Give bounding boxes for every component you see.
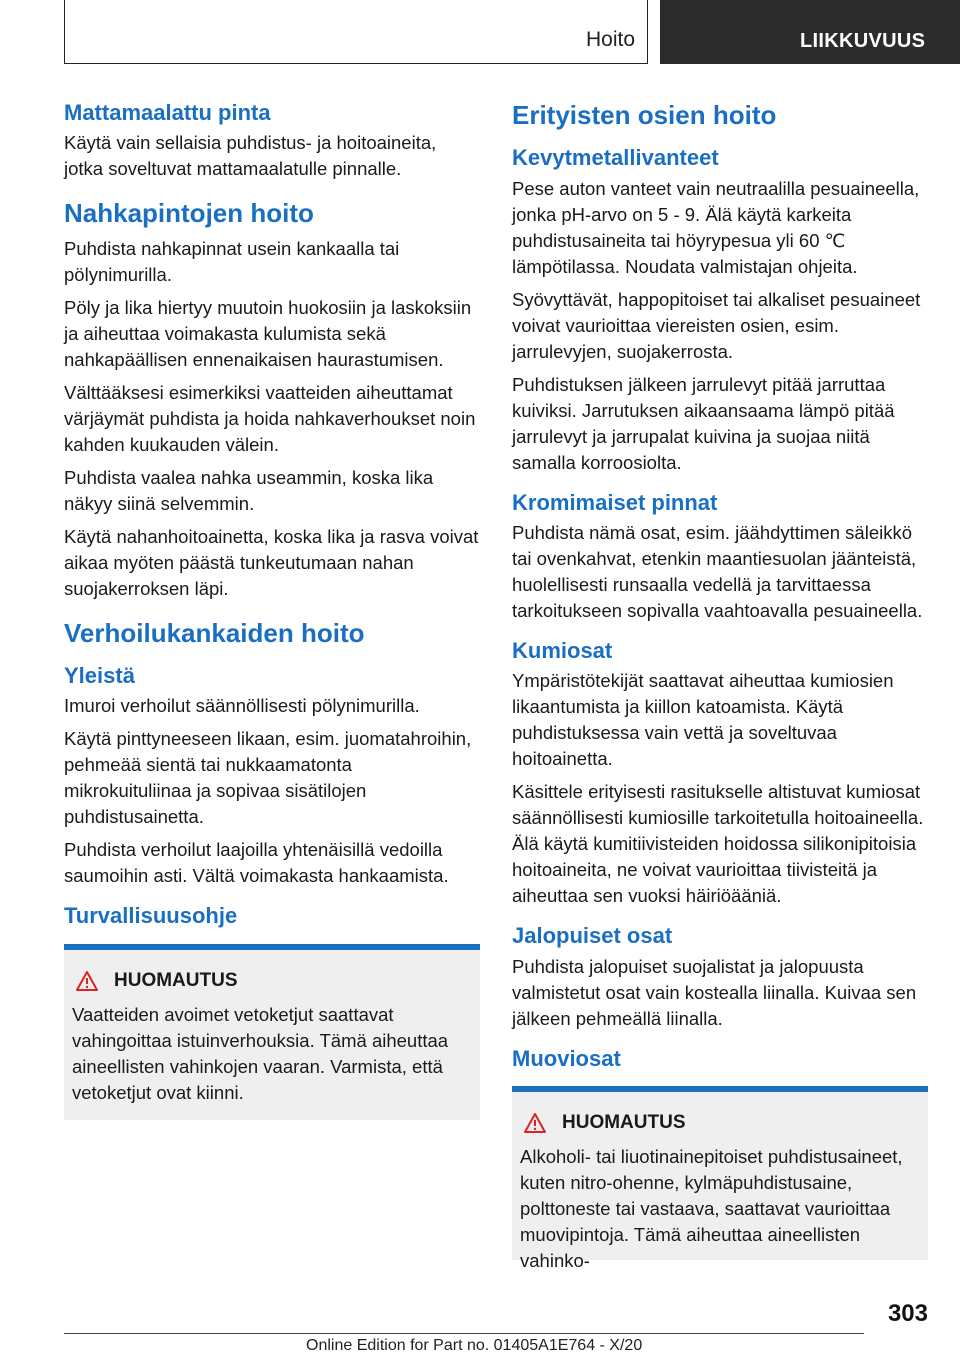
header-section-title: Hoito xyxy=(585,28,635,51)
right-column xyxy=(512,100,928,1272)
general-paragraph-2: Käytä pinttyneeseen likaan, esim. juomatahroihin, pehmeää sientä tai nukkaamatonta mikrokuituliinaa ja sopivaa sisätilojen puhdistusainetta. xyxy=(64,728,472,828)
general-paragraph-1: Imuroi verhoilut säännöllisesti pölynimurilla. xyxy=(64,695,420,717)
left-column xyxy=(64,100,480,1120)
notice-title xyxy=(520,1112,920,1134)
alloy-paragraph-3: Puhdistuksen jälkeen jarrulevyt pitää jarruttaa kuiviksi. Jarrutuksen aikaansaama lämpö pitää jarrulevyt ja jarrupalat kuivina ja suojaa niitä samalla korroosiolta. xyxy=(512,373,895,473)
notice-box-zippers xyxy=(64,944,480,1120)
alloy-paragraph-1: Pese auton vanteet vain neutraalilla pesuaineella, jonka pH-arvo on 5 - 9. Älä käytä karkeita puhdistusaineita tai höyrypesua yli 60 ℃ lämpötilassa. Noudata valmistajan ohjeita. xyxy=(512,177,920,277)
rubber-paragraph-1: Ympäristötekijät saattavat aiheuttaa kumiosien likaantumista ja kiillon katoamista. Käytä puhdistuksessa vain vettä ja soveltuvaa hoitoainetta. xyxy=(512,670,894,770)
notice-text: Vaatteiden avoimet vetoketjut saattavat vahingoittaa istuinverhouksia. Tämä aiheuttaa aineellisten vahinkojen vaaran. Varmista, että vetoketjut ovat kiinni. xyxy=(72,1003,449,1103)
general-heading: Yleistä xyxy=(64,662,135,688)
special-parts-heading: Erityisten osien hoito xyxy=(512,100,777,130)
notice-text: Alkoholi- tai liuotinainepitoiset puhdistusaineet, kuten nitro-ohenne, kylmäpuhdistusaine, polttoneste tai vastaava, saattavat vaurioittaa muovipintoja. Tämä aiheuttaa aineellisten vahinko- xyxy=(520,1146,903,1272)
upholstery-heading: Verhoilukankaiden hoito xyxy=(64,617,365,648)
warning-triangle-icon xyxy=(524,1113,546,1133)
rubber-paragraph-2: Käsittele erityisesti rasitukselle altistuvat kumiosat säännöllisesti kumiosille tarkoitetulla hoitoaineella. Älä käytä kumitiivisteiden hoidossa silikonipitoisia hoitoaineita, ne voivat vaurioittaa tiivisteitä ja aiheuttaa sen vuoksi häiriöääniä. xyxy=(512,781,924,907)
page-number: 303 xyxy=(887,1300,928,1327)
chrome-paragraph: Puhdista nämä osat, esim. jäähdyttimen säleikkö tai ovenkahvat, etenkin maantiesuolan jäänteistä, huolellisesti runsaalla vedellä ja tarvittaessa tarkoitukseen sopivalla vaahtoavalla pesuaineella. xyxy=(512,521,923,621)
leather-paragraph-1: Puhdista nahkapinnat usein kankaalla tai pölynimurilla. xyxy=(64,237,400,285)
footer-edition-text: Online Edition for Part no. 01405A1E764 - X/20 xyxy=(306,1337,643,1354)
alloy-heading: Kevytmetallivanteet xyxy=(512,145,719,171)
rubber-heading: Kumiosat xyxy=(512,637,613,663)
header-chapter-tab: LIIKKUVUUS xyxy=(660,0,960,64)
warning-triangle-icon xyxy=(76,971,98,991)
notice-title xyxy=(72,970,472,992)
notice-title-text: HUOMAUTUS xyxy=(114,969,238,991)
precious-wood-paragraph: Puhdista jalopuiset suojalistat ja jalopuusta valmistetut osat vain kostealla liinalla. Kuivaa sen jälkeen pehmeällä liinalla. xyxy=(512,955,917,1029)
footer-divider xyxy=(64,1333,864,1334)
safety-heading: Turvallisuusohje xyxy=(64,903,238,929)
notice-title-text: HUOMAUTUS xyxy=(562,1112,686,1134)
leather-paragraph-5: Käytä nahanhoitoainetta, koska lika ja rasva voivat aikaa myöten päästä tunkeutumaan nahan suojakerroksen läpi. xyxy=(64,525,479,599)
notice-box-plastics xyxy=(512,1086,928,1272)
chrome-heading: Kromimaiset pinnat xyxy=(512,489,718,515)
leather-paragraph-4: Puhdista vaalea nahka useammin, koska lika näkyy siinä selvemmin. xyxy=(64,466,434,514)
leather-paragraph-2: Pöly ja lika hiertyy muutoin huokosiin ja laskoksiin ja aiheuttaa voimakasta kulumista sekä nahkapäällisen ennenaikaisen haurastumisen. xyxy=(64,296,472,370)
matte-paragraph: Käytä vain sellaisia puhdistus- ja hoitoaineita, jotka soveltuvat mattamaalatulle pinnalle. xyxy=(64,132,437,180)
leather-paragraph-3: Välttääksesi esimerkiksi vaatteiden aiheuttamat värjäymät puhdista ja hoida nahkaverhoukset noin kahden kuukauden välein. xyxy=(64,381,476,455)
header-frame xyxy=(64,0,648,64)
leather-heading: Nahkapintojen hoito xyxy=(64,198,314,229)
matte-heading: Mattamaalattu pinta xyxy=(64,100,271,125)
precious-wood-heading: Jalopuiset osat xyxy=(512,923,673,949)
page-header xyxy=(0,0,960,66)
plastic-heading: Muoviosat xyxy=(512,1045,621,1071)
general-paragraph-3: Puhdista verhoilut laajoilla yhtenäisillä vedoilla saumoihin asti. Vältä voimakasta hankaamista. xyxy=(64,839,449,887)
alloy-paragraph-2: Syövyttävät, happopitoiset tai alkaliset pesuaineet voivat vaurioittaa viereisten osien, esim. jarrulevyjen, suojakerrosta. xyxy=(512,288,921,362)
